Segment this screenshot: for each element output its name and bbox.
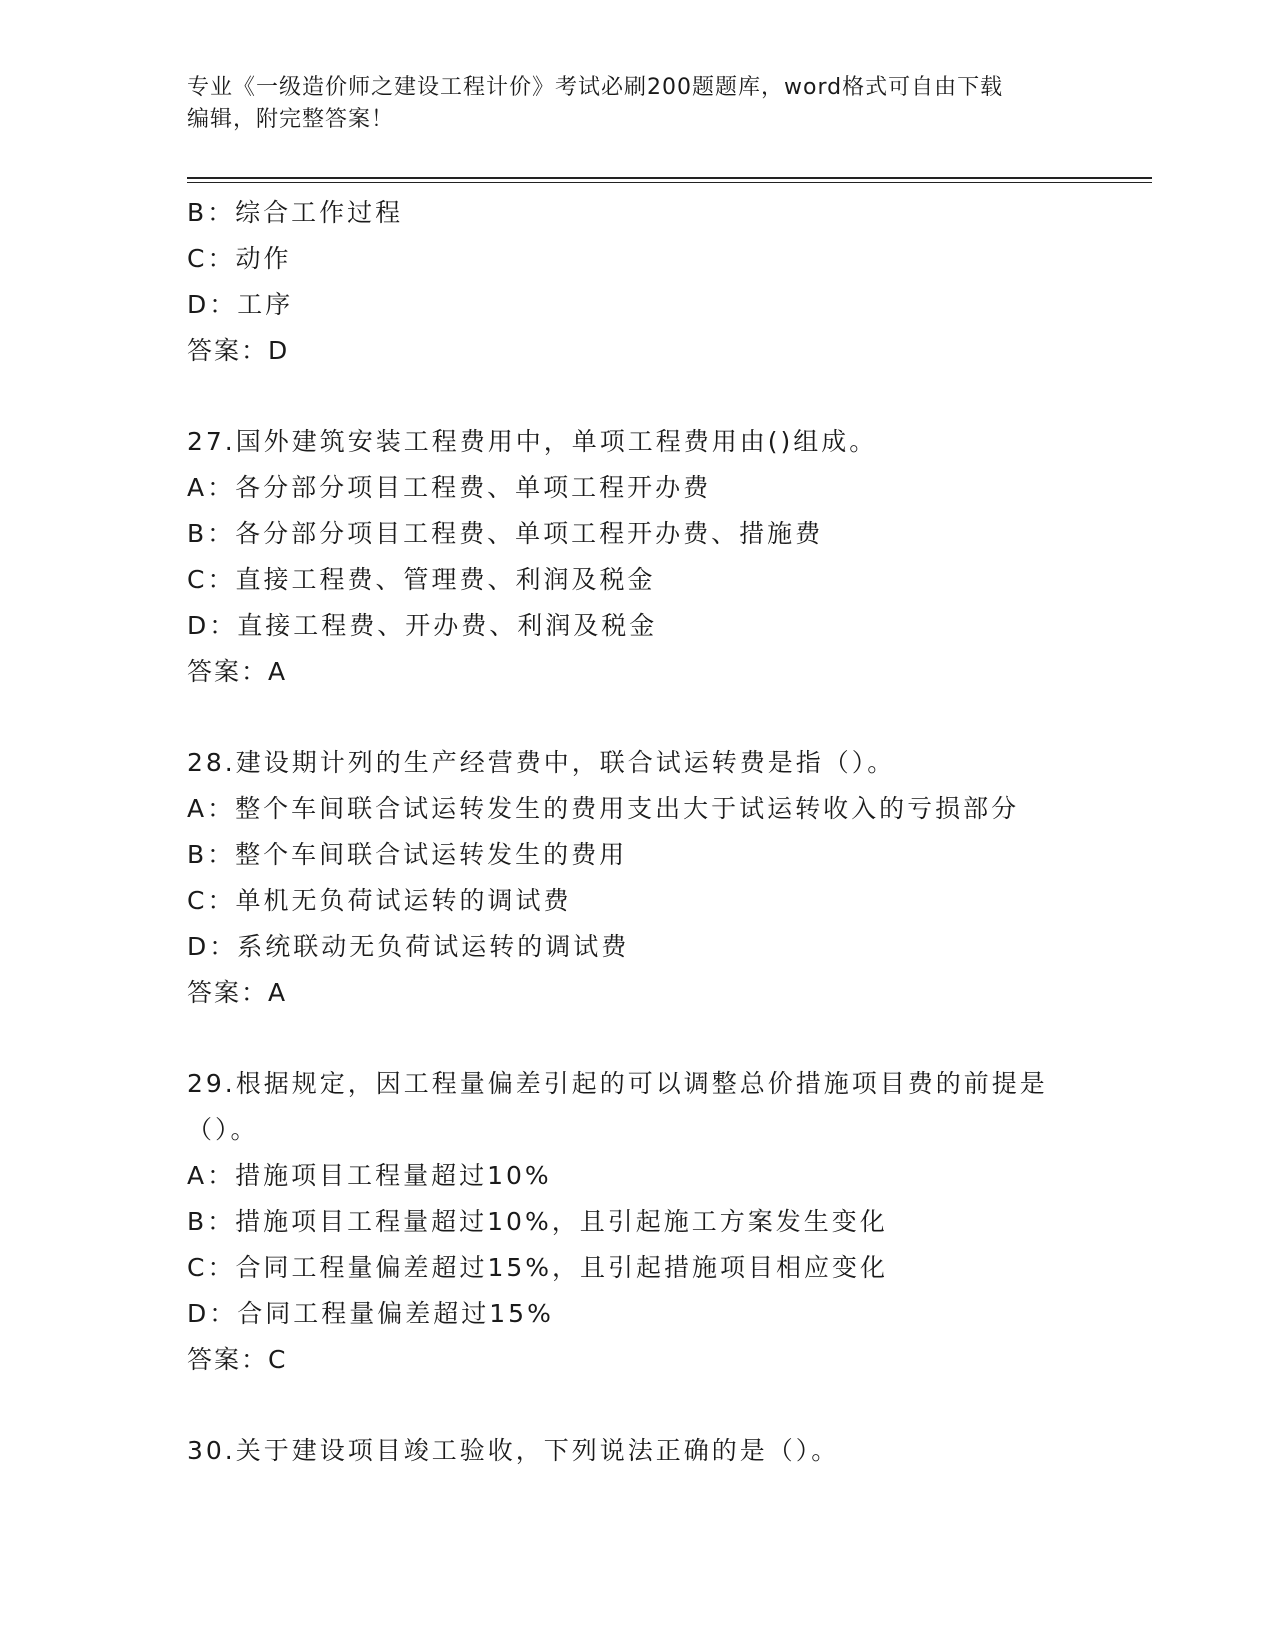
header-title-line2: 编辑，附完整答案！: [187, 107, 395, 132]
question-29: [187, 1061, 1147, 1383]
question-28: [187, 740, 1147, 1016]
question-26: [187, 190, 1147, 374]
option-b: B：措施项目工程量超过10%，且引起施工方案发生变化: [187, 1207, 888, 1236]
question-title: 27.国外建筑安装工程费用中，单项工程费用由()组成。: [187, 427, 878, 456]
option-c: C：直接工程费、管理费、利润及税金: [187, 565, 656, 594]
answer: 答案：D: [187, 336, 290, 365]
option-c: C：单机无负荷试运转的调试费: [187, 886, 572, 915]
question-30: [187, 1428, 1147, 1474]
answer: 答案：C: [187, 1345, 288, 1374]
option-c: C：动作: [187, 244, 292, 273]
answer: 答案：A: [187, 978, 288, 1007]
question-title: 30.关于建设项目竣工验收，下列说法正确的是（）。: [187, 1436, 840, 1465]
answer: 答案：A: [187, 657, 288, 686]
option-c: C：合同工程量偏差超过15%，且引起措施项目相应变化: [187, 1253, 889, 1282]
question-list: [187, 190, 1147, 1474]
option-a: A：措施项目工程量超过10%: [187, 1161, 552, 1190]
question-title-line1: 29.根据规定，因工程量偏差引起的可以调整总价措施项目费的前提是: [187, 1069, 1048, 1098]
option-b: B：整个车间联合试运转发生的费用: [187, 840, 628, 869]
spacer: [187, 374, 1147, 419]
question-27: [187, 419, 1147, 695]
spacer: [187, 695, 1147, 740]
option-a: A：各分部分项目工程费、单项工程开办费: [187, 473, 712, 502]
option-d: D：合同工程量偏差超过15%: [187, 1299, 554, 1328]
question-title-line2: （）。: [187, 1115, 259, 1144]
spacer: [187, 1383, 1147, 1428]
header-divider: [187, 177, 1152, 183]
option-d: D：系统联动无负荷试运转的调试费: [187, 932, 630, 961]
header-title-line1: 专业《一级造价师之建设工程计价》考试必刷200题题库，word格式可自由下载: [187, 75, 1004, 100]
option-a: A：整个车间联合试运转发生的费用支出大于试运转收入的亏损部分: [187, 794, 1020, 823]
option-b: B：综合工作过程: [187, 198, 404, 227]
option-b: B：各分部分项目工程费、单项工程开办费、措施费: [187, 519, 824, 548]
option-d: D：直接工程费、开办费、利润及税金: [187, 611, 658, 640]
document-header: [187, 72, 1087, 136]
spacer: [187, 1016, 1147, 1061]
question-title: 28.建设期计列的生产经营费中，联合试运转费是指（）。: [187, 748, 896, 777]
option-d: D：工序: [187, 290, 294, 319]
